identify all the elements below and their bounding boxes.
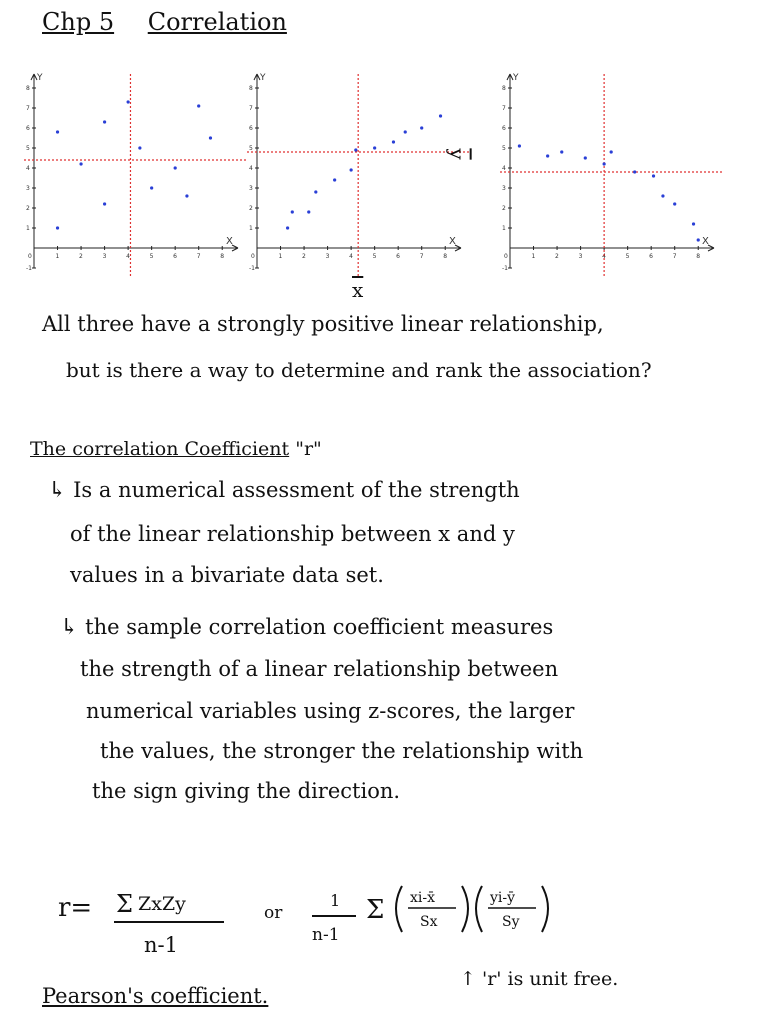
- scatter-svg-3: [496, 70, 726, 285]
- x-tick-label: 5: [625, 253, 630, 260]
- formula-term1-den: Sx: [420, 914, 438, 930]
- y-tick-label: -1: [249, 265, 255, 272]
- data-point: [404, 130, 407, 133]
- arrow-icon: ↳: [60, 615, 79, 640]
- data-point: [560, 150, 563, 153]
- data-point: [150, 186, 153, 189]
- y-tick-label: 8: [249, 85, 253, 92]
- page-title: [42, 8, 287, 36]
- intro-line-1: All three have a strongly positive linear relationship,: [42, 312, 604, 336]
- data-point: [56, 226, 59, 229]
- x-tick-label: 3: [578, 253, 583, 260]
- topic-label: Correlation: [147, 8, 287, 36]
- origin-tick-label: 0: [504, 253, 508, 260]
- x-tick-label: 4: [349, 253, 353, 260]
- origin-tick-label: 0: [28, 253, 32, 260]
- data-point: [439, 114, 442, 117]
- data-point: [661, 194, 664, 197]
- data-point: [307, 210, 310, 213]
- formula-or: or: [264, 903, 283, 923]
- y-tick-label: 2: [249, 205, 253, 212]
- unit-free-note: ↑ 'r' is unit free.: [460, 968, 619, 990]
- x-tick-label: 6: [173, 253, 178, 260]
- bullet-1-line-2: of the linear relationship between x and y: [70, 522, 515, 546]
- data-point: [209, 136, 212, 139]
- y-bar-label: $\overline{y}$: [445, 148, 470, 160]
- data-point: [673, 202, 676, 205]
- x-tick-label: 3: [102, 253, 107, 260]
- bullet-2-line-2: the strength of a linear relationship between: [80, 657, 559, 681]
- x-tick-label: 2: [555, 253, 559, 260]
- bullet-2-line-3: numerical variables using z-scores, the larger: [86, 699, 575, 723]
- x-tick-label: 2: [302, 253, 306, 260]
- data-point: [610, 150, 613, 153]
- y-tick-label: 4: [249, 165, 253, 172]
- y-tick-label: 3: [26, 185, 30, 192]
- data-point: [354, 148, 357, 151]
- y-tick-label: 5: [249, 145, 253, 152]
- y-tick-label: 8: [26, 85, 30, 92]
- formula-term2-num: yi-ȳ: [490, 890, 516, 906]
- x-tick-label: 7: [672, 253, 677, 260]
- intro-line-2: but is there a way to determine and rank the association?: [66, 358, 652, 382]
- data-point: [518, 144, 521, 147]
- y-tick-label: 3: [249, 185, 253, 192]
- formula-den-1: n-1: [144, 933, 178, 957]
- origin-tick-label: 0: [251, 253, 255, 260]
- data-point: [652, 174, 655, 177]
- data-point: [692, 222, 695, 225]
- bullet-2-line-5: the sign giving the direction.: [92, 779, 401, 803]
- data-point: [333, 178, 336, 181]
- x-tick-label: 4: [602, 253, 606, 260]
- data-point: [138, 146, 141, 149]
- x-tick-label: 6: [396, 253, 401, 260]
- x-tick-label: 8: [220, 253, 225, 260]
- x-tick-label: 1: [278, 253, 283, 260]
- y-tick-label: 1: [502, 225, 506, 232]
- x-tick-label: 7: [419, 253, 424, 260]
- bullet-2-line-1: ↳ the sample correlation coefficient measures: [60, 615, 554, 640]
- data-point: [103, 202, 106, 205]
- scatter-svg-1: [20, 70, 250, 285]
- bullet-2-line-4: the values, the stronger the relationship with: [100, 739, 584, 763]
- arrow-up-icon: ↑: [460, 968, 476, 990]
- scatter-svg-2: [243, 70, 473, 285]
- x-tick-label: 8: [443, 253, 448, 260]
- data-point: [197, 104, 200, 107]
- y-tick-label: 1: [249, 225, 253, 232]
- data-point: [286, 226, 289, 229]
- correlation-formula: [58, 872, 618, 962]
- data-point: [603, 162, 606, 165]
- formula-num-1: ZxZy: [138, 893, 186, 915]
- y-tick-label: 1: [26, 225, 30, 232]
- chapter-label: Chp 5: [42, 8, 115, 36]
- x-tick-label: 8: [696, 253, 701, 260]
- y-axis-label: Y: [260, 73, 266, 83]
- data-point: [350, 168, 353, 171]
- data-point: [314, 190, 317, 193]
- x-tick-label: 2: [79, 253, 83, 260]
- y-tick-label: -1: [502, 265, 508, 272]
- y-axis-label: Y: [513, 73, 519, 83]
- data-point: [392, 140, 395, 143]
- formula-den-2: n-1: [312, 925, 340, 945]
- data-point: [291, 210, 294, 213]
- x-tick-label: 1: [55, 253, 60, 260]
- y-tick-label: 5: [26, 145, 30, 152]
- bullet-1-line-3: values in a bivariate data set.: [70, 563, 384, 587]
- y-tick-label: 2: [26, 205, 30, 212]
- arrow-icon: ↳: [48, 478, 67, 503]
- y-tick-label: 6: [26, 125, 30, 132]
- formula-one: 1: [330, 891, 341, 910]
- scatter-plot-3: [496, 70, 726, 285]
- y-tick-label: 8: [502, 85, 506, 92]
- y-tick-label: -1: [26, 265, 32, 272]
- formula-sum-1: Σ: [116, 890, 133, 918]
- data-point: [56, 130, 59, 133]
- scatter-plot-2: [243, 70, 473, 285]
- y-tick-label: 3: [502, 185, 506, 192]
- y-tick-label: 2: [502, 205, 506, 212]
- bullet-1-line-1: ↳ Is a numerical assessment of the strength: [48, 478, 520, 503]
- data-point: [633, 170, 636, 173]
- heading-text: The correlation Coefficient: [30, 438, 290, 460]
- data-point: [79, 162, 82, 165]
- y-tick-label: 7: [26, 105, 30, 112]
- heading-r: "r": [295, 438, 322, 460]
- x-tick-label: 6: [649, 253, 654, 260]
- data-point: [174, 166, 177, 169]
- formula-term1-num: xi-x̄: [410, 890, 435, 906]
- pearson-label: Pearson's coefficient.: [42, 984, 269, 1008]
- x-tick-label: 7: [196, 253, 201, 260]
- y-tick-label: 6: [249, 125, 253, 132]
- x-axis-label: X: [449, 236, 456, 247]
- data-point: [373, 146, 376, 149]
- y-tick-label: 7: [249, 105, 253, 112]
- data-point: [546, 154, 549, 157]
- x-tick-label: 4: [126, 253, 130, 260]
- y-tick-label: 4: [26, 165, 30, 172]
- data-point: [420, 126, 423, 129]
- data-point: [697, 238, 700, 241]
- data-point: [103, 120, 106, 123]
- section-heading: [30, 438, 322, 460]
- data-point: [584, 156, 587, 159]
- y-tick-label: 5: [502, 145, 506, 152]
- x-tick-label: 5: [149, 253, 154, 260]
- data-point: [127, 100, 130, 103]
- formula-lhs: r=: [58, 893, 93, 923]
- y-tick-label: 4: [502, 165, 506, 172]
- x-tick-label: 5: [372, 253, 377, 260]
- x-tick-label: 1: [531, 253, 536, 260]
- formula-sum-2: Σ: [366, 895, 385, 925]
- x-axis-label: X: [226, 236, 233, 247]
- y-tick-label: 6: [502, 125, 506, 132]
- formula-term2-den: Sy: [502, 914, 520, 930]
- x-bar-label: $\overline{x}$: [352, 278, 364, 302]
- y-axis-label: Y: [37, 73, 43, 83]
- x-axis-label: X: [702, 236, 709, 247]
- scatter-plot-1: [20, 70, 250, 285]
- data-point: [185, 194, 188, 197]
- x-tick-label: 3: [325, 253, 330, 260]
- y-tick-label: 7: [502, 105, 506, 112]
